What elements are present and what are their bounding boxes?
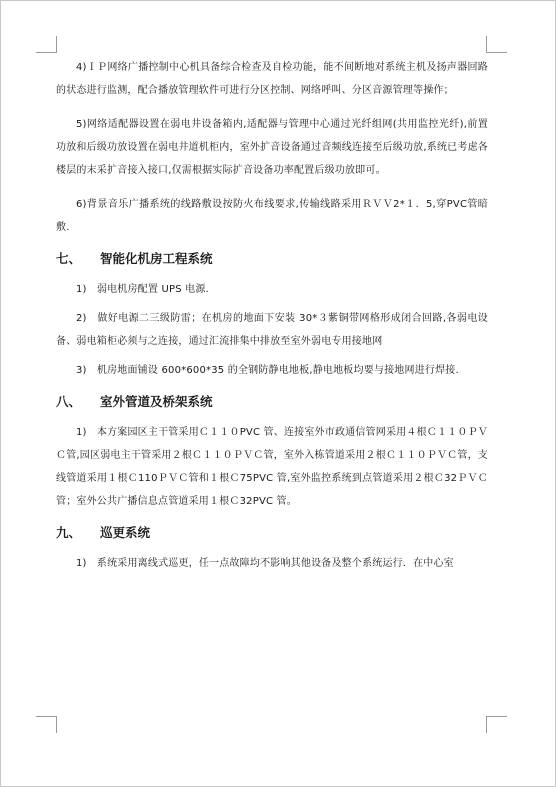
section-number: 八、 <box>56 394 82 409</box>
crop-mark-bottom-right <box>486 716 507 733</box>
crop-mark-top-left <box>36 36 57 53</box>
section-title: 室外管道及桥架系统 <box>100 394 213 409</box>
section-title: 巡更系统 <box>100 525 151 540</box>
document-body <box>56 56 488 575</box>
section-heading-9 <box>56 513 488 552</box>
list-item: 1) 弱电机房配置 UPS 电源. <box>76 284 209 295</box>
list-item: 3) 机房地面铺设 600*600*35 的全钢防静电地板,静电地板均要与接地网进行焊接. <box>76 365 459 376</box>
paragraph-background-music-wiring: 6)背景音乐广播系统的线路敷设按防火布线要求,传输线路采用ＲＶＶ2*１．5,穿PVC管暗敷. <box>56 199 488 233</box>
list-item: 1) 本方案园区主干管采用Ｃ１１０PVC 管、连接室外市政通信管网采用４根Ｃ１１０ＰＶＣ管,园区弱电主干管采用２根Ｃ１１０ＰＶＣ管，室外入栋管道采用２根Ｃ１１０ＰＶＣ管，支线管道采用１根Ｃ110ＰＶＣ管和１根Ｃ75PVC 管,室外监控系统到点管道采用２根Ｃ32ＰＶＣ管；室外公共广播信息点管道采用１根Ｃ32PVC 管。 <box>56 427 488 507</box>
crop-mark-top-right <box>486 36 507 53</box>
section-heading-7 <box>56 239 488 278</box>
paragraph-ip-broadcast-control: 4)ＩＰ网络广播控制中心机具备综合检查及自检功能，能不间断地对系统主机及扬声器回路的状态进行监测，配合播放管理软件可进行分区控制、网络呼叫、分区音源管理等操作； <box>56 62 488 96</box>
section-number: 七、 <box>56 251 82 266</box>
section-title: 智能化机房工程系统 <box>100 251 213 266</box>
section-heading-8 <box>56 382 488 421</box>
crop-mark-bottom-left <box>36 716 57 733</box>
list-item: 2) 做好电源二三级防雷；在机房的地面下安装 30*３紫铜带网格形成闭合回路,各弱电设备、弱电箱柜必须与之连接，通过汇流排集中排放至室外弱电专用接地网 <box>56 313 488 347</box>
paragraph-network-adapter: 5)网络适配器设置在弱电井设备箱内,适配器与管理中心通过光纤组网(共用监控光纤),前置功放和后级功放设置在弱电井道机柜内，室外扩音设备通过音频线连接至后级功放,系统已考虑各楼层的末采扩音接入接口,仅需根据实际扩音设备功率配置后级功放即可。 <box>56 119 488 176</box>
section-number: 九、 <box>56 525 82 540</box>
list-item: 1) 系统采用离线式巡更，任一点故障均不影响其他设备及整个系统运行．在中心室 <box>76 558 454 569</box>
